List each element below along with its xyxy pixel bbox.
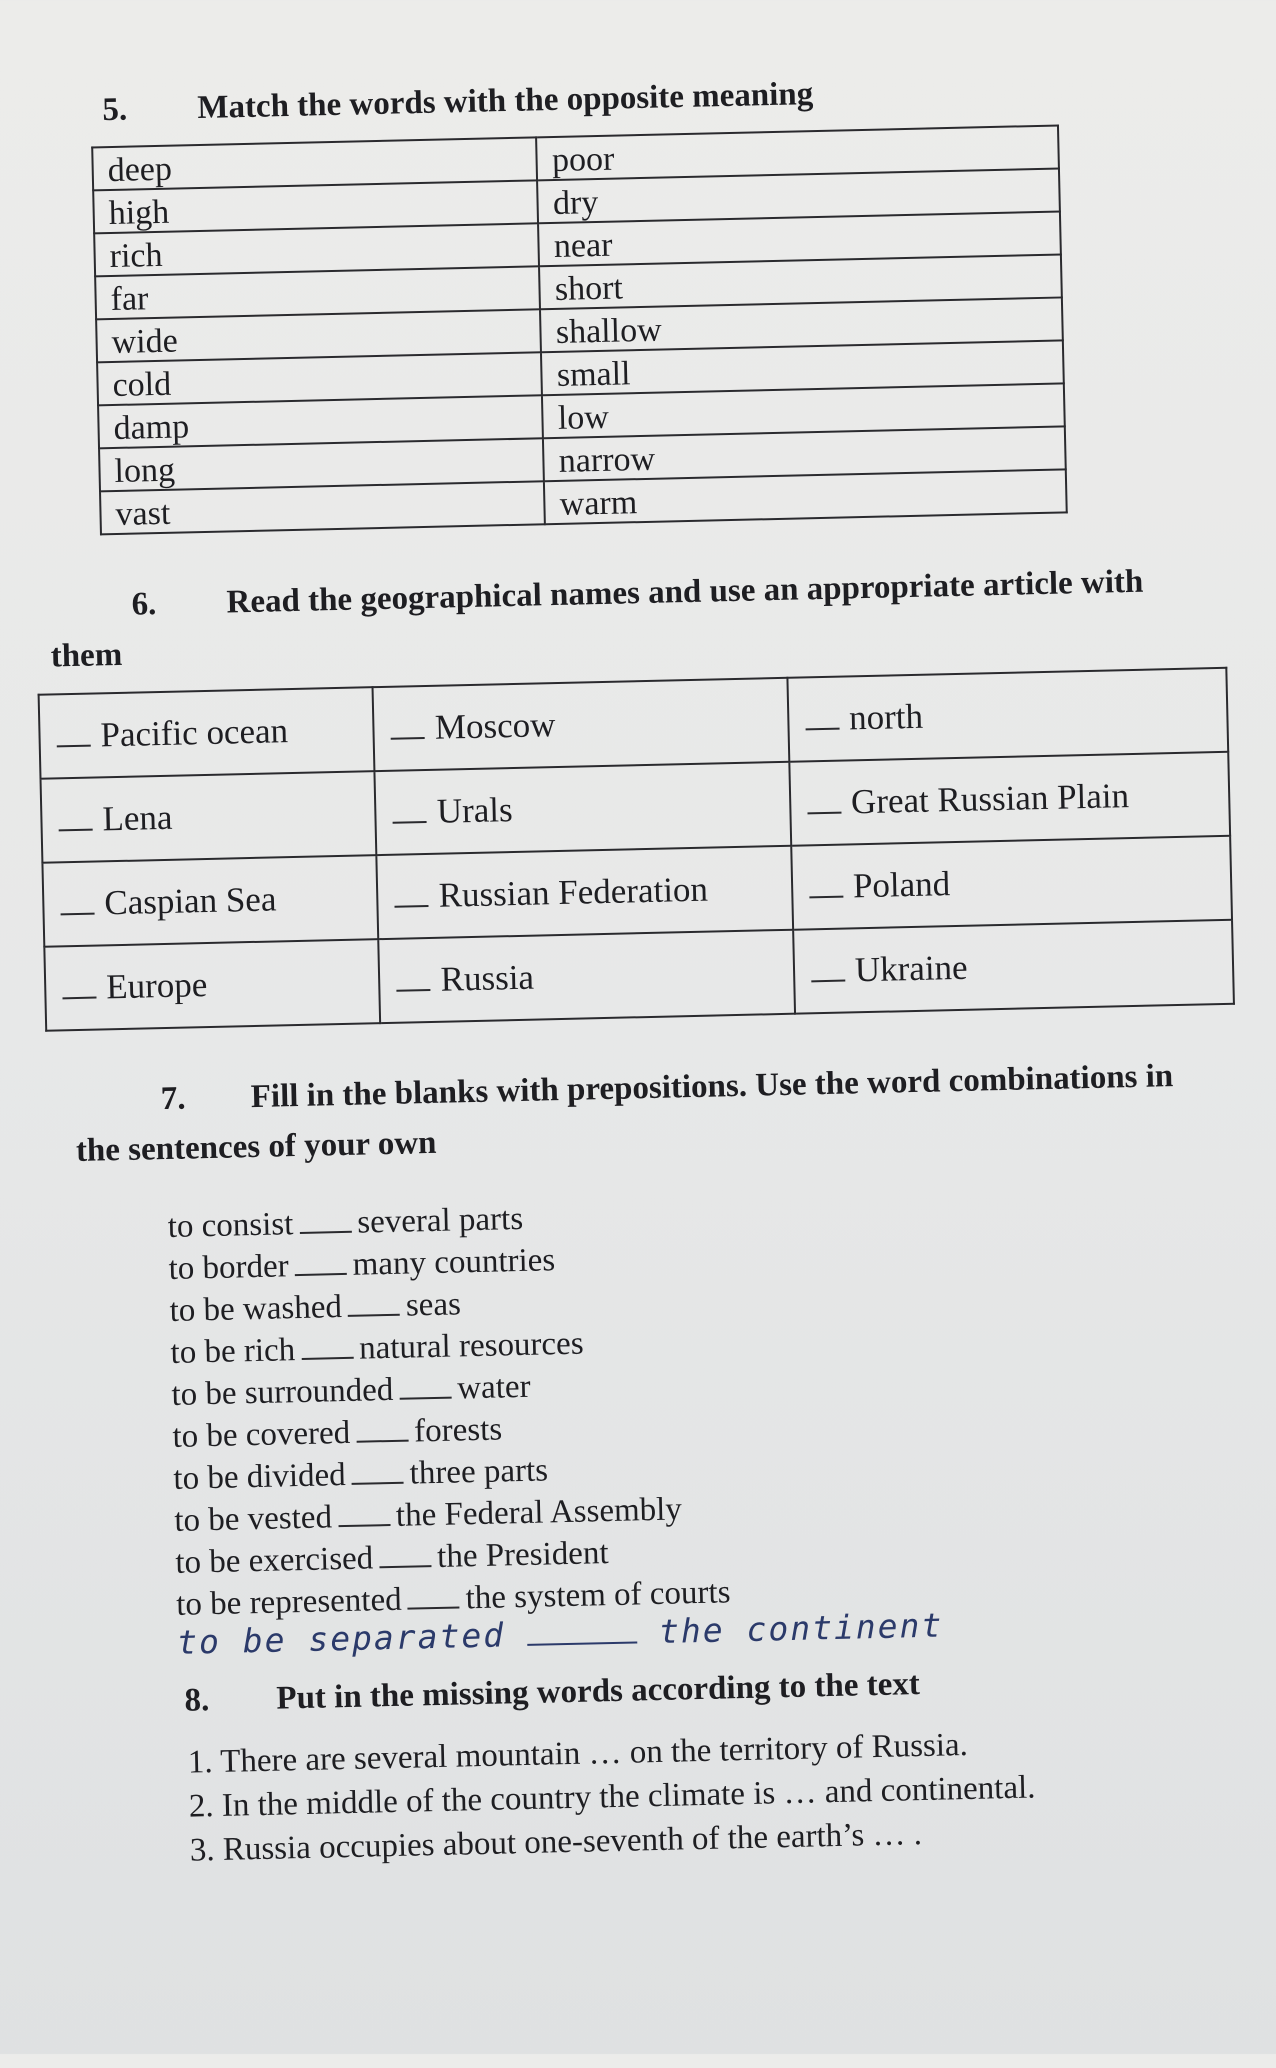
task-6-heading bbox=[131, 564, 1144, 624]
task-6-number: 6. bbox=[131, 586, 157, 623]
article-blank[interactable] bbox=[809, 896, 843, 899]
preposition-phrases bbox=[167, 1193, 731, 1625]
geo-name: Poland bbox=[852, 864, 951, 906]
word-cell: cold bbox=[97, 352, 542, 405]
phrase-verb: to border bbox=[168, 1248, 290, 1287]
task-5-number: 5. bbox=[101, 91, 128, 129]
opposites-table bbox=[91, 124, 1068, 535]
task-7-number: 7. bbox=[160, 1080, 186, 1118]
word-cell: damp bbox=[98, 395, 543, 448]
phrase-object: the Federal Assembly bbox=[395, 1491, 683, 1534]
article-blank[interactable] bbox=[811, 980, 845, 983]
article-blank[interactable] bbox=[62, 997, 96, 1000]
preposition-blank[interactable] bbox=[408, 1606, 460, 1609]
preposition-blank[interactable] bbox=[338, 1524, 390, 1527]
phrase-object: the President bbox=[436, 1535, 609, 1575]
opposite-cell: warm bbox=[544, 469, 1066, 524]
handwritten-phrase-start: to be separated bbox=[176, 1615, 506, 1662]
preposition-blank[interactable] bbox=[399, 1397, 451, 1400]
missing-words-sentences bbox=[187, 1721, 1037, 1872]
phrase-verb: to be vested bbox=[173, 1499, 333, 1539]
phrase-object: many countries bbox=[352, 1242, 556, 1283]
geo-cell bbox=[373, 678, 789, 771]
opposite-cell: narrow bbox=[543, 426, 1065, 481]
phrase-object: water bbox=[456, 1368, 531, 1407]
task-6-title-cont: them bbox=[50, 636, 123, 675]
geo-cell bbox=[375, 762, 791, 855]
opposite-cell: shallow bbox=[540, 297, 1062, 352]
word-cell: far bbox=[95, 266, 540, 319]
phrase-verb: to be covered bbox=[172, 1414, 351, 1455]
geo-cell bbox=[787, 668, 1228, 762]
sentence-3: 3. Russia occupies about one-seventh of the earth’s … . bbox=[189, 1816, 923, 1869]
task-7-title: Fill in the blanks with prepositions. Use the word combinations in bbox=[250, 1058, 1174, 1116]
geo-name: Pacific ocean bbox=[100, 711, 289, 755]
phrase-verb: to be exercised bbox=[174, 1540, 374, 1581]
phrase-verb: to be divided bbox=[173, 1457, 347, 1497]
preposition-blank[interactable] bbox=[348, 1314, 400, 1317]
geo-name: Great Russian Plain bbox=[850, 776, 1130, 822]
preposition-blank[interactable] bbox=[356, 1440, 408, 1443]
geo-name: north bbox=[848, 696, 924, 738]
opposite-cell: poor bbox=[536, 126, 1058, 181]
opposite-cell: near bbox=[538, 211, 1060, 266]
geo-cell bbox=[793, 920, 1234, 1014]
geo-cell bbox=[791, 836, 1232, 930]
geo-cell bbox=[39, 687, 375, 779]
opposite-cell: dry bbox=[537, 168, 1059, 223]
geo-name: Moscow bbox=[434, 705, 556, 747]
phrase-verb: to be represented bbox=[175, 1581, 403, 1623]
article-blank[interactable] bbox=[391, 737, 425, 740]
article-blank[interactable] bbox=[807, 812, 841, 815]
word-cell: wide bbox=[96, 309, 541, 362]
article-blank[interactable] bbox=[393, 821, 427, 824]
task-8-title: Put in the missing words according to the text bbox=[276, 1666, 921, 1717]
preposition-blank[interactable] bbox=[379, 1565, 431, 1568]
phrase-verb: to be rich bbox=[170, 1332, 296, 1371]
geo-cell bbox=[41, 771, 377, 863]
word-cell: vast bbox=[100, 481, 545, 534]
word-cell: rich bbox=[94, 223, 539, 276]
article-blank[interactable] bbox=[61, 913, 95, 916]
task-5-title: Match the words with the opposite meaning bbox=[196, 76, 814, 127]
phrase-object: the system of courts bbox=[465, 1574, 731, 1617]
opposite-cell: low bbox=[542, 383, 1064, 438]
geo-name: Russian Federation bbox=[438, 869, 709, 915]
task-5-heading bbox=[102, 76, 814, 129]
geo-cell bbox=[42, 855, 378, 947]
article-blank[interactable] bbox=[57, 745, 91, 748]
phrase-verb: to be surrounded bbox=[171, 1371, 394, 1413]
geo-name: Ukraine bbox=[854, 947, 969, 990]
article-blank[interactable] bbox=[805, 728, 839, 731]
geo-name: Russia bbox=[440, 957, 535, 999]
word-cell: deep bbox=[92, 137, 537, 190]
preposition-blank[interactable] bbox=[299, 1231, 351, 1234]
phrase-object: several parts bbox=[356, 1200, 524, 1241]
phrase-verb: to be washed bbox=[169, 1289, 343, 1329]
phrase-object: forests bbox=[413, 1411, 503, 1450]
task-7-title-cont: the sentences of your own bbox=[75, 1124, 437, 1170]
article-blank[interactable] bbox=[397, 989, 431, 992]
phrase-object: three parts bbox=[409, 1452, 549, 1492]
sentence-2: 2. In the middle of the country the climate is … and continental. bbox=[188, 1769, 1036, 1825]
handwritten-phrase-end: the continent bbox=[658, 1605, 944, 1651]
geo-name: Europe bbox=[105, 965, 208, 1007]
opposite-cell: short bbox=[539, 254, 1061, 309]
phrase-verb: to consist bbox=[167, 1206, 294, 1245]
preposition-blank[interactable] bbox=[352, 1482, 404, 1485]
sentence-1: 1. There are several mountain … on the territory of Russia. bbox=[187, 1726, 969, 1781]
word-cell: long bbox=[99, 438, 544, 491]
geo-name: Urals bbox=[436, 790, 514, 831]
preposition-blank[interactable] bbox=[301, 1357, 353, 1360]
geo-name: Lena bbox=[101, 797, 173, 839]
task-8-heading bbox=[184, 1666, 920, 1720]
opposite-cell: small bbox=[541, 340, 1063, 395]
phrase-object: seas bbox=[405, 1286, 462, 1324]
article-blank[interactable] bbox=[395, 905, 429, 908]
geo-cell bbox=[789, 752, 1230, 846]
preposition-blank[interactable] bbox=[295, 1273, 347, 1276]
geo-names-table bbox=[38, 667, 1235, 1032]
geo-name: Caspian Sea bbox=[103, 879, 277, 923]
phrase-object: natural resources bbox=[358, 1325, 584, 1367]
word-cell: high bbox=[93, 180, 538, 233]
geo-cell bbox=[377, 846, 793, 939]
task-8-number: 8. bbox=[184, 1682, 210, 1719]
task-6-title: Read the geographical names and use an appropriate article with bbox=[226, 563, 1144, 621]
geo-cell bbox=[44, 939, 380, 1031]
article-blank[interactable] bbox=[59, 829, 93, 832]
task-7-heading bbox=[160, 1058, 1173, 1118]
geo-cell bbox=[379, 930, 795, 1023]
